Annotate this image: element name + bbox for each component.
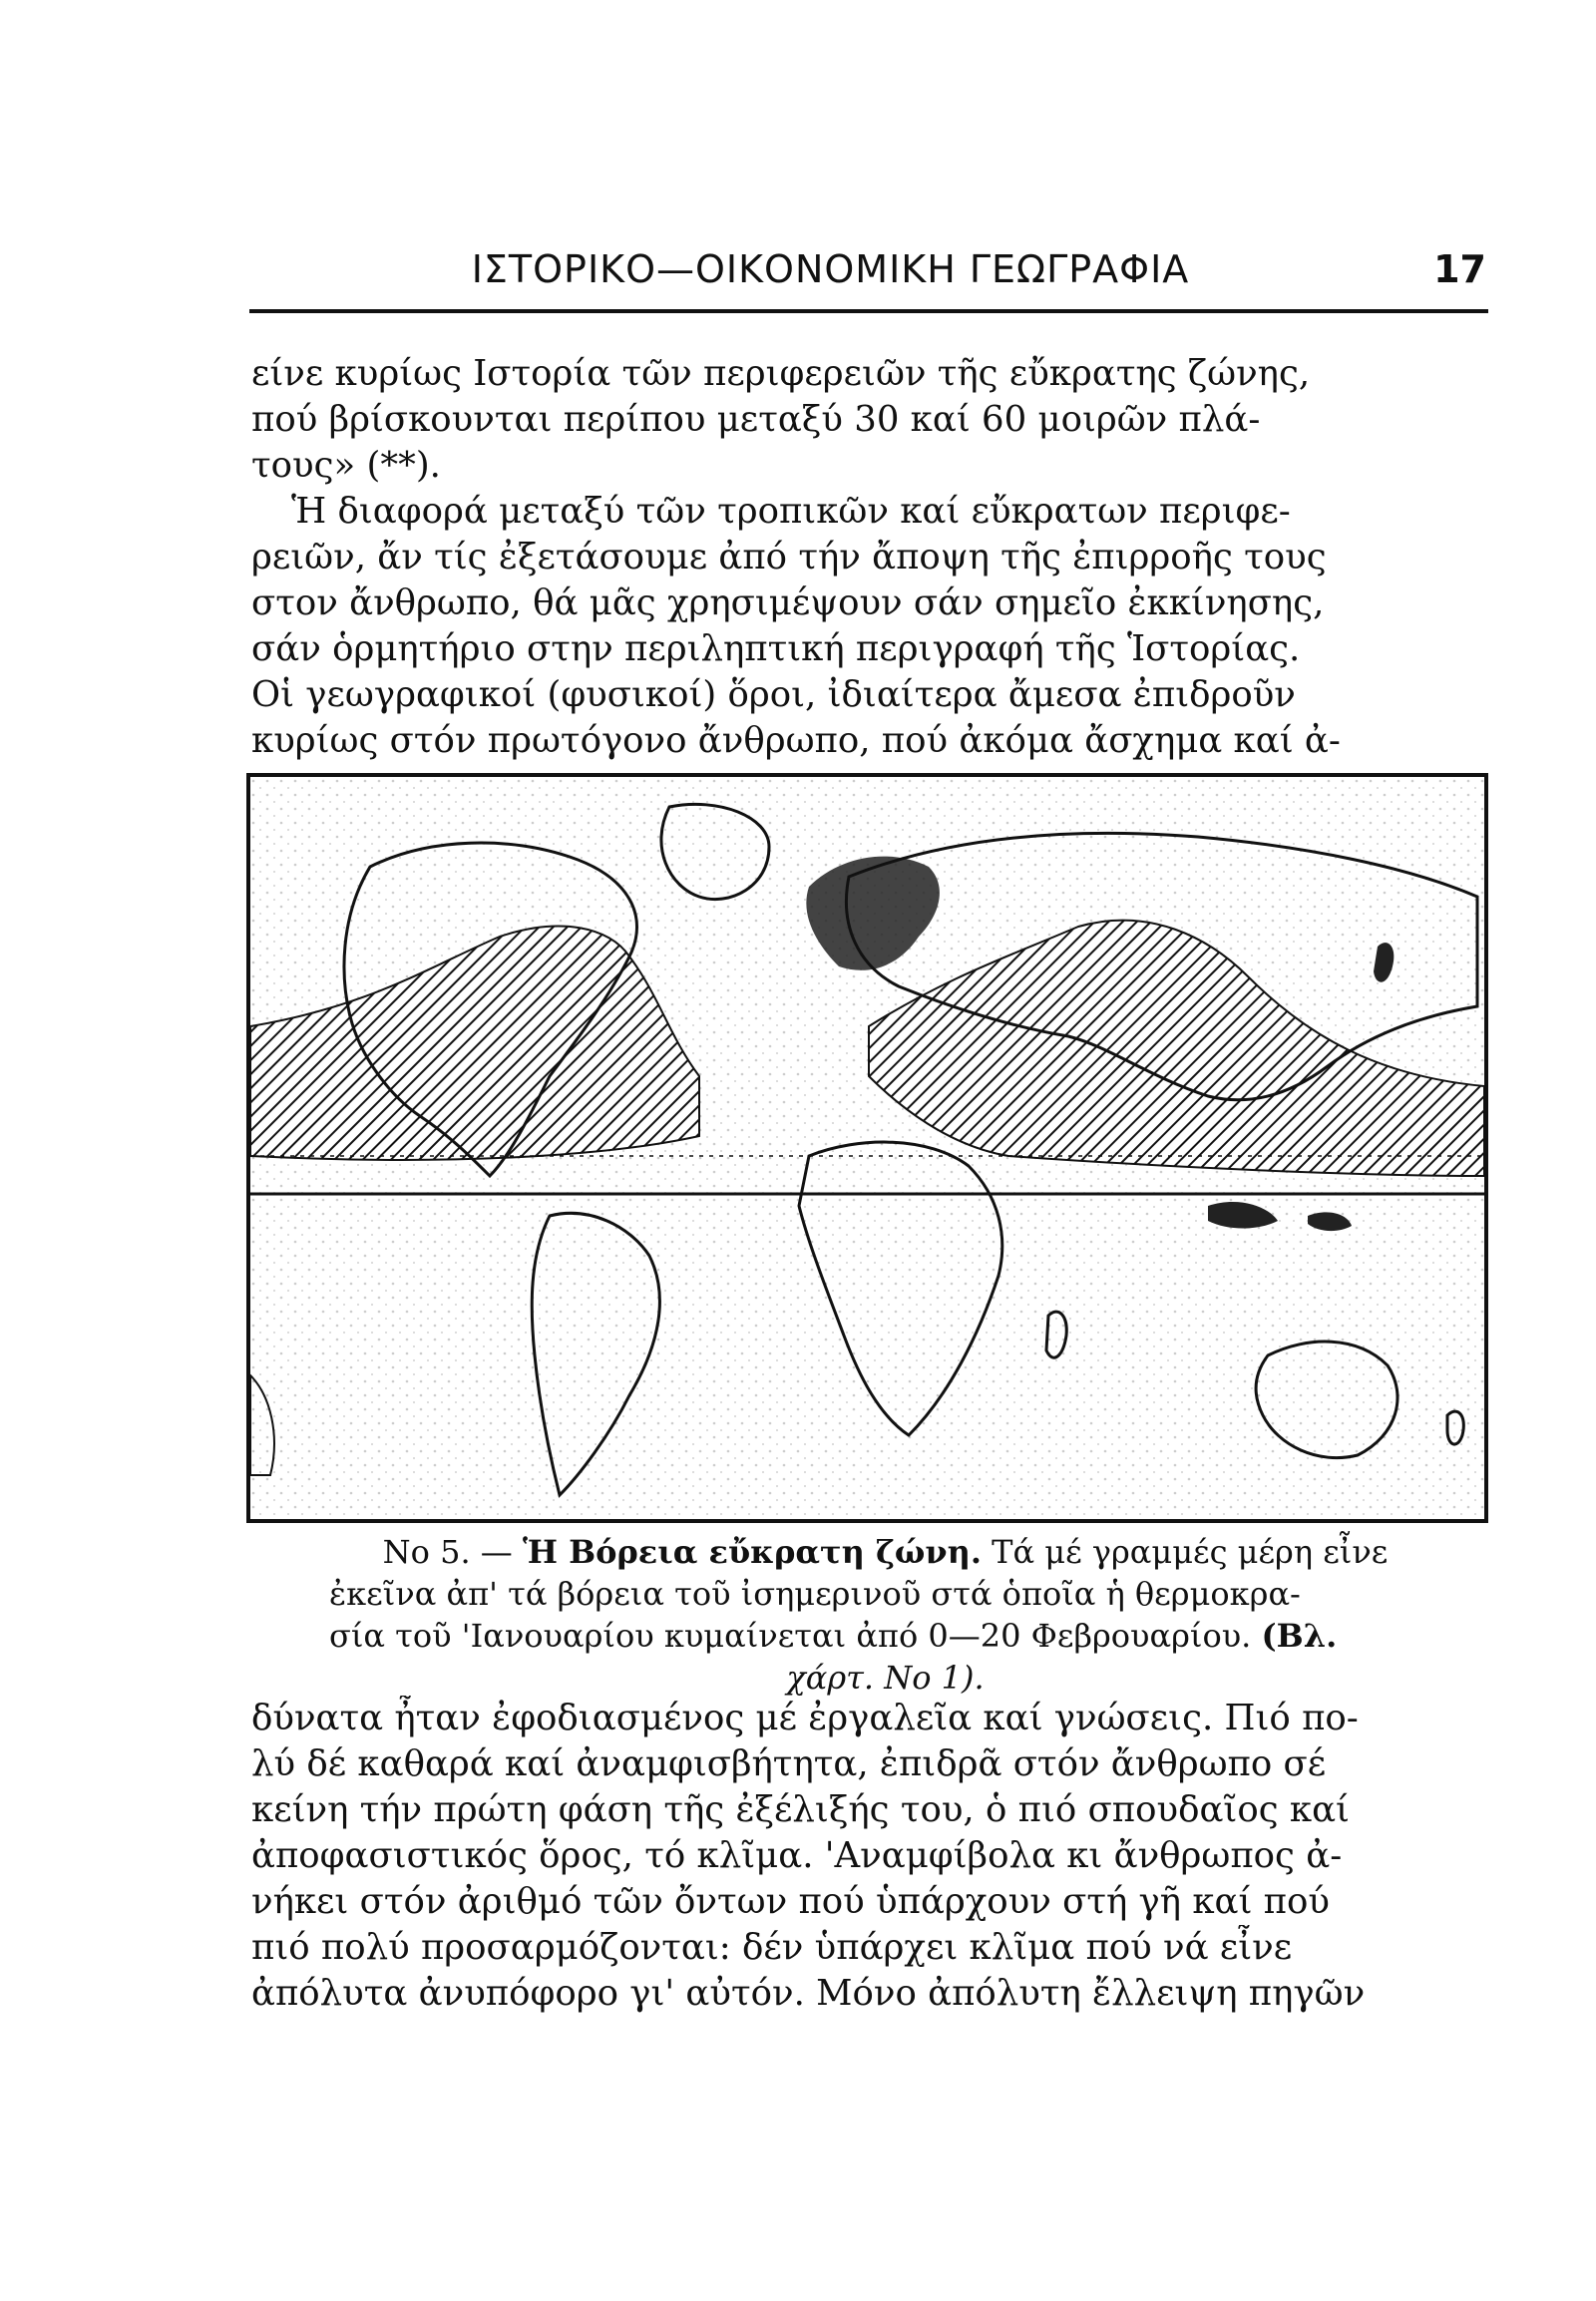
- text-line: ἀπόλυτα ἀνυπόφορο γι' αὐτόν. Μόνο ἀπόλυτη ἔλλειψη πηγῶν: [251, 1973, 1366, 2014]
- figure-caption: [329, 1531, 1441, 1699]
- text-line: κυρίως στόν πρωτόγονο ἄνθρωπο, πού ἀκόμα ἄσχημα καί ἀ-: [251, 720, 1341, 761]
- caption-ref: (Βλ.: [1261, 1617, 1338, 1655]
- page-number: 17: [1433, 247, 1486, 291]
- text-line: σάν ὁρμητήριο στην περιληπτική περιγραφή τῆς Ἱστορίας.: [251, 628, 1301, 669]
- text-line: είνε κυρίως Ιστορία τῶν περιφερειῶν τῆς εὔκρατης ζώνης,: [251, 353, 1311, 394]
- caption-line-1: [329, 1531, 1441, 1573]
- caption-text: ἐκεῖνα ἀπ' τά βόρεια τοῦ ἰσημερινοῦ στά ὁποῖα ἡ θερμοκρα-: [329, 1575, 1301, 1613]
- paragraph-bottom: [251, 1696, 1488, 2017]
- header-rule: [249, 309, 1488, 313]
- paragraph-top: [251, 351, 1488, 764]
- text-line: δύνατα ἦταν ἐφοδιασμένος μέ ἐργαλεῖα καί γνώσεις. Πιό πο-: [251, 1698, 1359, 1738]
- world-map-figure: [246, 773, 1488, 1523]
- text-line: νήκει στόν ἀριθμό τῶν ὄντων πού ὑπάρχουν στή γῆ καί πού: [251, 1881, 1330, 1922]
- caption-title: Ἡ Βόρεια εὔκρατη ζώνη.: [522, 1533, 982, 1571]
- caption-text: χάρτ. Νο 1).: [786, 1659, 985, 1697]
- world-map-hatched-temperate-zone-icon: [250, 777, 1484, 1519]
- text-line: Ἡ διαφορά μεταξύ τῶν τροπικῶν καί εὔκρατων περιφε-: [291, 491, 1291, 532]
- caption-label: Νο 5.: [382, 1533, 471, 1571]
- running-header: [254, 247, 1486, 307]
- caption-line-3: [329, 1615, 1441, 1657]
- caption-text: Τά μέ γραμμές μέρη εἶνε: [992, 1533, 1389, 1571]
- caption-text: σία τοῦ 'Ιανουαρίου κυμαίνεται ἀπό 0—20 Φεβρουαρίου.: [329, 1617, 1252, 1655]
- text-line: πού βρίσκουνται περίπου μεταξύ 30 καί 60 μοιρῶν πλά-: [251, 399, 1261, 440]
- text-line: Οἱ γεωγραφικοί (φυσικοί) ὅροι, ἰδιαίτερα ἄμεσα ἐπιδροῦν: [251, 674, 1296, 715]
- text-line: κείνη τήν πρώτη φάση τῆς ἐξέλιξής του, ὁ πιό σπουδαῖος καί: [251, 1789, 1350, 1830]
- text-line: λύ δέ καθαρά καί ἀναμφισβήτητα, ἐπιδρᾶ στόν ἄνθρωπο σέ: [251, 1743, 1327, 1784]
- text-line: τους» (**).: [251, 445, 441, 486]
- caption-dash: —: [480, 1533, 513, 1571]
- running-title: ΙΣΤΟΡΙΚΟ—ΟΙΚΟΝΟΜΙΚΗ ΓΕΩΓΡΑΦΙΑ: [471, 247, 1190, 291]
- text-line: ρειῶν, ἄν τίς ἐξετάσουμε ἀπό τήν ἄποψη τῆς ἐπιρροῆς τους: [251, 537, 1327, 577]
- text-line: πιό πολύ προσαρμόζονται: δέν ὑπάρχει κλῖμα πού νά εἶνε: [251, 1927, 1293, 1968]
- text-line: ἀποφασιστικός ὅρος, τό κλῖμα. 'Αναμφίβολα κι ἄνθρωπος ἀ-: [251, 1835, 1343, 1876]
- text-line: στον ἄνθρωπο, θά μᾶς χρησιμέψουν σάν σημεῖο ἐκκίνησης,: [251, 582, 1325, 623]
